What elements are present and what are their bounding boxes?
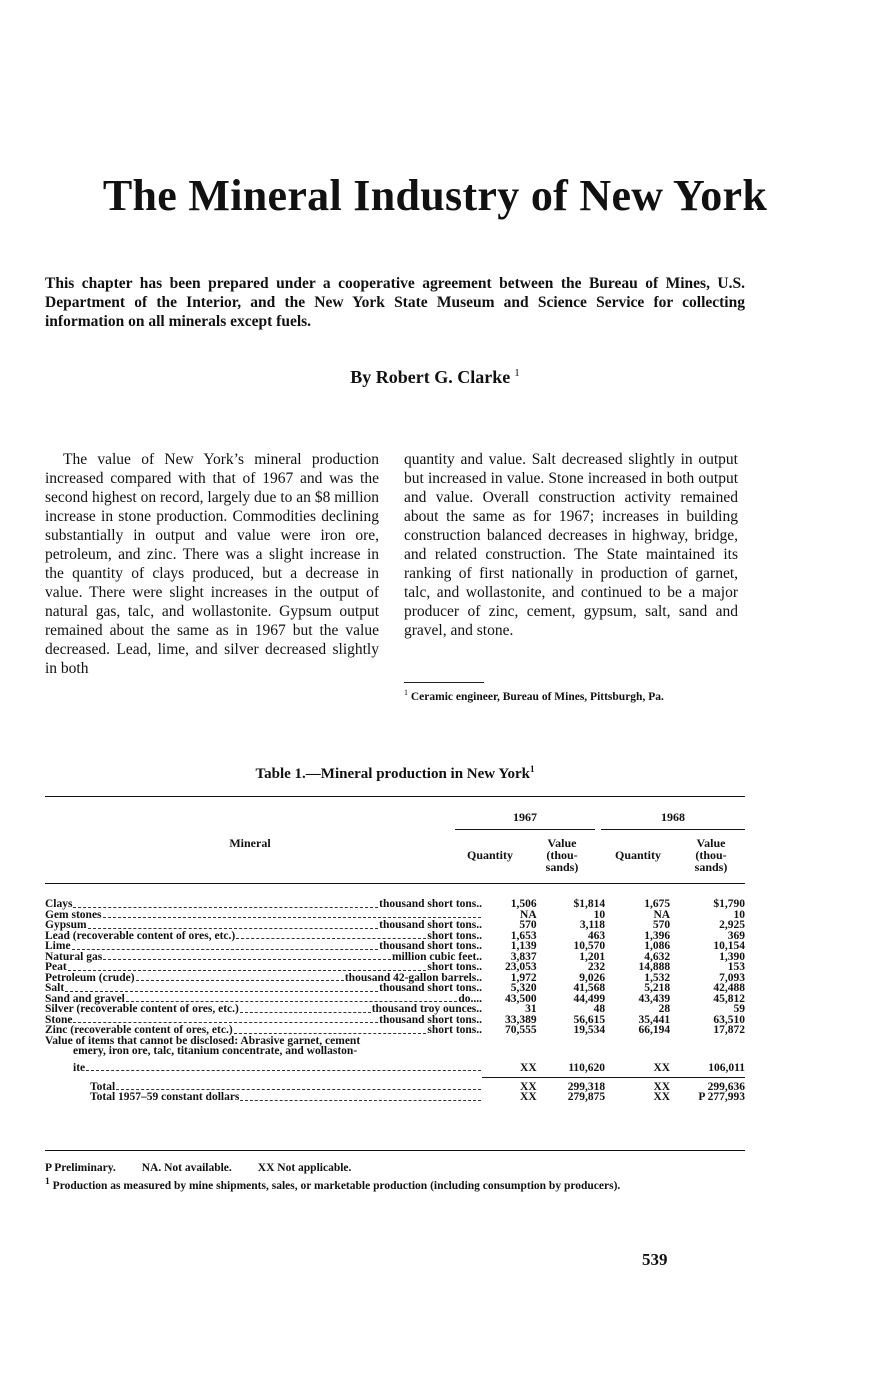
mineral-name: Silver (recoverable content of ores, etc.) xyxy=(45,1003,239,1015)
value-1967-cell: 3,118 xyxy=(579,919,606,931)
page-title: The Mineral Industry of New York xyxy=(102,171,768,220)
quantity-1968-cell: 14,888 xyxy=(638,961,671,973)
note-preliminary: P Preliminary. xyxy=(45,1162,116,1174)
mineral-cell xyxy=(45,952,482,963)
leader-dots xyxy=(116,1089,481,1090)
value-1968-cell: 59 xyxy=(733,1003,745,1015)
undisclosed-row xyxy=(45,1057,745,1074)
mineral-name: Clays xyxy=(45,898,73,910)
mineral-name: Gypsum xyxy=(45,919,87,931)
value-1968-cell: 369 xyxy=(727,929,745,942)
mineral-name: Peat xyxy=(45,961,67,973)
quantity-1968-cell: 66,194 xyxy=(638,1024,671,1036)
note-footnote-text: Production as measured by mine shipments, sales, or marketable production (including consumption by producers). xyxy=(52,1179,621,1192)
mineral-name: Stone xyxy=(45,1013,73,1026)
empty-cell xyxy=(537,1036,605,1047)
table-row xyxy=(45,983,745,994)
mineral-name: Natural gas xyxy=(45,950,103,963)
table-caption xyxy=(0,764,790,783)
value-1967-cell: $1,814 xyxy=(573,898,606,910)
value-1967-cell: 10,570 xyxy=(573,940,606,952)
mineral-name: Zinc (recoverable content of ores, etc.) xyxy=(45,1024,233,1036)
header-quantity-1967: Quantity xyxy=(466,848,513,862)
mineral-name: Lead (recoverable content of ores, etc.) xyxy=(45,929,236,942)
quantity-1968-cell: 1,532 xyxy=(644,971,671,984)
quantity-1967-cell: XX xyxy=(520,1061,537,1074)
mineral-unit: thousand short tons.. xyxy=(379,940,483,952)
quantity-1968-cell: NA xyxy=(653,908,671,921)
note-xx: XX Not applicable. xyxy=(257,1162,352,1174)
header-quantity-1968: Quantity xyxy=(614,848,661,862)
footnote-text: Ceramic engineer, Bureau of Mines, Pittsburgh, Pa. xyxy=(410,690,664,703)
quantity-1968-cell: 35,441 xyxy=(638,1013,671,1026)
quantity-1967-cell: XX xyxy=(520,1091,537,1103)
quantity-1968-cell: 5,218 xyxy=(644,982,671,994)
value-1967-cell: 10 xyxy=(593,908,606,921)
byline-footnote-mark: 1 xyxy=(514,367,520,379)
leader-dots xyxy=(88,928,379,929)
value-1967-cell: 1,201 xyxy=(579,950,606,963)
mineral-name: Gem stones xyxy=(45,908,102,921)
mineral-unit: thousand 42-gallon barrels.. xyxy=(344,971,483,984)
header-mineral: Mineral xyxy=(229,836,271,850)
table-row xyxy=(45,920,745,931)
mineral-name: Total xyxy=(90,1080,116,1093)
table-row xyxy=(45,1004,745,1015)
header-value-1967: Value (thou- sands) xyxy=(545,836,579,874)
quantity-1968-cell: 4,632 xyxy=(644,950,671,963)
value-1967-cell: 110,620 xyxy=(568,1061,606,1074)
value-1968-cell: $1,790 xyxy=(713,898,745,910)
quantity-1967-cell: 5,320 xyxy=(510,982,537,994)
undisclosed-row xyxy=(45,1046,745,1057)
quantity-1968-cell: XX xyxy=(653,1091,671,1103)
mineral-unit: thousand short tons.. xyxy=(379,919,483,931)
value-1968-cell: 17,872 xyxy=(713,1024,745,1036)
value-1968-cell: 10,154 xyxy=(713,940,745,952)
header-year-1967: 1967 xyxy=(513,810,537,824)
mineral-unit: thousand short tons.. xyxy=(379,898,483,910)
value-1968-cell: 42,488 xyxy=(713,982,745,994)
leader-dots xyxy=(240,1100,481,1101)
table-body xyxy=(45,899,745,1103)
empty-cell xyxy=(670,1036,745,1047)
mineral-unit: thousand short tons.. xyxy=(379,982,483,994)
value-1967-cell: 48 xyxy=(593,1003,606,1015)
value-1968-cell: P 277,993 xyxy=(698,1091,745,1103)
mineral-unit: thousand troy ounces.. xyxy=(371,1003,483,1015)
leader-dots xyxy=(136,980,344,981)
quantity-1968-cell: 1,675 xyxy=(644,898,671,910)
footnote-divider xyxy=(404,682,484,683)
mineral-unit: do.... xyxy=(458,992,483,1005)
value-1968-cell: 1,390 xyxy=(719,950,745,963)
mineral-name: Total 1957–59 constant dollars xyxy=(90,1091,240,1103)
mineral-unit: million cubic feet.. xyxy=(391,950,483,963)
note-na: NA. Not available. xyxy=(141,1162,232,1174)
value-1967-cell: 44,499 xyxy=(573,992,606,1005)
value-1968-cell: 7,093 xyxy=(719,971,745,984)
value-1967-cell: 41,568 xyxy=(573,982,606,994)
quantity-1968-cell: 570 xyxy=(652,919,671,931)
body-column-right: quantity and value. Salt decreased slightly in output but increased in value. Stone increased in both output and value. Overall construction activity remained about the same as for 1967; increases in building construction balanced decreases in highway, bridge, and related construction. The State maintained its ranking of first nationally in production of garnet, talc, and wollastonite, and continued to be a major producer of zinc, cement, gypsum, salt, sand and gravel, and stone. xyxy=(404,451,738,639)
quantity-1967-cell: 1,972 xyxy=(510,971,537,984)
header-rule-1968 xyxy=(601,829,745,830)
value-1968-cell: 106,011 xyxy=(708,1061,745,1074)
quantity-1967-cell: 1,653 xyxy=(510,929,537,942)
quantity-1967-cell: 23,053 xyxy=(505,961,537,973)
value-1968-cell: 299,636 xyxy=(707,1080,745,1093)
empty-cell xyxy=(537,1046,605,1057)
mineral-cell xyxy=(45,1092,482,1103)
quantity-1967-cell: 31 xyxy=(525,1003,537,1015)
leader-dots xyxy=(68,970,427,971)
author-line: By Robert G. Clarke xyxy=(350,367,511,387)
mineral-name: Lime xyxy=(45,940,71,952)
value-1967-cell: 232 xyxy=(587,961,606,973)
leader-dots xyxy=(65,991,378,992)
undisclosed-line-2: emery, iron ore, talc, titanium concentrate, and wollaston- xyxy=(73,1045,358,1057)
leader-dots xyxy=(236,938,426,939)
table-row xyxy=(45,962,745,973)
quantity-1968-cell: XX xyxy=(653,1080,671,1093)
empty-cell xyxy=(605,1036,670,1047)
quantity-1967-cell: NA xyxy=(520,908,537,921)
quantity-1968-cell: XX xyxy=(653,1061,671,1074)
body-column-left: The value of New York’s mineral production increased compared with that of 1967 and was the second highest on record, largely due to an $8 million increase in stone production. Commodities declining substantially in output and value were iron ore, petroleum, and zinc. There was a slight increase in the quantity of clays produced, but a decrease in value. There were slight increases in the output of natural gas, talc, and wollastonite. Gypsum output remained about the same as in 1967 but the value decreased. Lead, lime, and silver decreased slightly in both xyxy=(45,451,379,677)
quantity-1968-cell: 28 xyxy=(658,1003,671,1015)
mineral-cell xyxy=(45,1025,482,1036)
undisclosed-line-1: Value of items that cannot be disclosed: Abrasive garnet, cement xyxy=(45,1034,361,1047)
mineral-name: Sand and gravel xyxy=(45,992,125,1005)
leader-dots xyxy=(126,1001,457,1002)
footnote-mark: 1 xyxy=(404,688,408,697)
quantity-1967-cell: 1,139 xyxy=(510,940,537,952)
value-1967-cell: 9,026 xyxy=(579,971,606,984)
quantity-1968-cell: 1,396 xyxy=(644,929,671,942)
leader-dots xyxy=(86,1070,481,1071)
note-footnote-mark: 1 xyxy=(45,1176,50,1187)
value-1967-cell: 19,534 xyxy=(573,1024,606,1036)
mineral-cell xyxy=(45,1078,482,1093)
author-footnote xyxy=(404,686,744,704)
mineral-cell xyxy=(45,899,482,910)
total-row xyxy=(45,1078,745,1093)
table-notes xyxy=(45,1162,750,1193)
value-1968-cell: 2,925 xyxy=(719,919,745,931)
quantity-1968-cell: 1,086 xyxy=(644,940,671,952)
mineral-cell xyxy=(45,920,482,931)
empty-cell xyxy=(482,1046,537,1057)
header-value-1968: Value (thou- sands) xyxy=(694,836,728,874)
leader-dots xyxy=(73,907,378,908)
quantity-1967-cell: 70,555 xyxy=(505,1024,537,1036)
mineral-name: Petroleum (crude) xyxy=(45,971,135,984)
header-year-1968: 1968 xyxy=(661,810,685,824)
quantity-1967-cell: 570 xyxy=(519,919,537,931)
value-1968-cell: 63,510 xyxy=(713,1013,745,1026)
quantity-1968-cell: 43,439 xyxy=(638,992,671,1005)
mineral-production-table xyxy=(45,796,745,1151)
value-1968-cell: 45,812 xyxy=(713,992,745,1005)
header-bottom-rule xyxy=(45,883,745,884)
leader-dots xyxy=(234,1033,427,1034)
mineral-cell xyxy=(45,1057,482,1074)
empty-cell xyxy=(482,1036,537,1047)
quantity-1967-cell: 33,389 xyxy=(505,1013,537,1026)
mineral-unit: short tons.. xyxy=(427,1024,483,1036)
mineral-name: Salt xyxy=(45,982,65,994)
mineral-unit: thousand short tons.. xyxy=(379,1013,483,1026)
table-caption-mark: 1 xyxy=(529,764,535,774)
quantity-1967-cell: 1,506 xyxy=(510,898,537,910)
value-1967-cell: 56,615 xyxy=(573,1013,606,1026)
table-caption-text: Table 1.—Mineral production in New York xyxy=(255,766,530,782)
leader-dots xyxy=(103,959,391,960)
empty-cell xyxy=(670,1046,745,1057)
total-row xyxy=(45,1092,745,1103)
value-1967-cell: 299,318 xyxy=(567,1080,606,1093)
mineral-cell xyxy=(45,983,482,994)
value-1967-cell: 463 xyxy=(587,929,606,942)
header-rule-1967 xyxy=(455,829,595,830)
mineral-unit: short tons.. xyxy=(427,929,483,942)
value-1968-cell: 153 xyxy=(727,961,745,973)
quantity-1967-cell: XX xyxy=(520,1080,537,1093)
table-row xyxy=(45,941,745,952)
table-row xyxy=(45,1025,745,1036)
quantity-1967-cell: 3,837 xyxy=(510,950,537,963)
leader-dots xyxy=(73,1022,378,1023)
empty-cell xyxy=(605,1046,670,1057)
page-number: 539 xyxy=(642,1250,668,1269)
value-1967-cell: 279,875 xyxy=(567,1091,606,1103)
leader-dots xyxy=(240,1012,371,1013)
mineral-cell xyxy=(45,1004,482,1015)
byline xyxy=(0,367,870,388)
mineral-name: ite xyxy=(73,1061,86,1074)
mineral-cell xyxy=(45,962,482,973)
mineral-cell xyxy=(45,941,482,952)
quantity-1967-cell: 43,500 xyxy=(505,992,537,1005)
mineral-unit: short tons.. xyxy=(427,961,483,973)
value-1968-cell: 10 xyxy=(733,908,745,921)
table-row xyxy=(45,899,745,910)
intro-paragraph: This chapter has been prepared under a cooperative agreement between the Bureau of Mines, U.S. Department of the Interior, and the New York State Museum and Science Service for collecting information on all minerals except fuels. xyxy=(45,275,745,330)
leader-dots xyxy=(103,917,481,918)
leader-dots xyxy=(72,949,379,950)
